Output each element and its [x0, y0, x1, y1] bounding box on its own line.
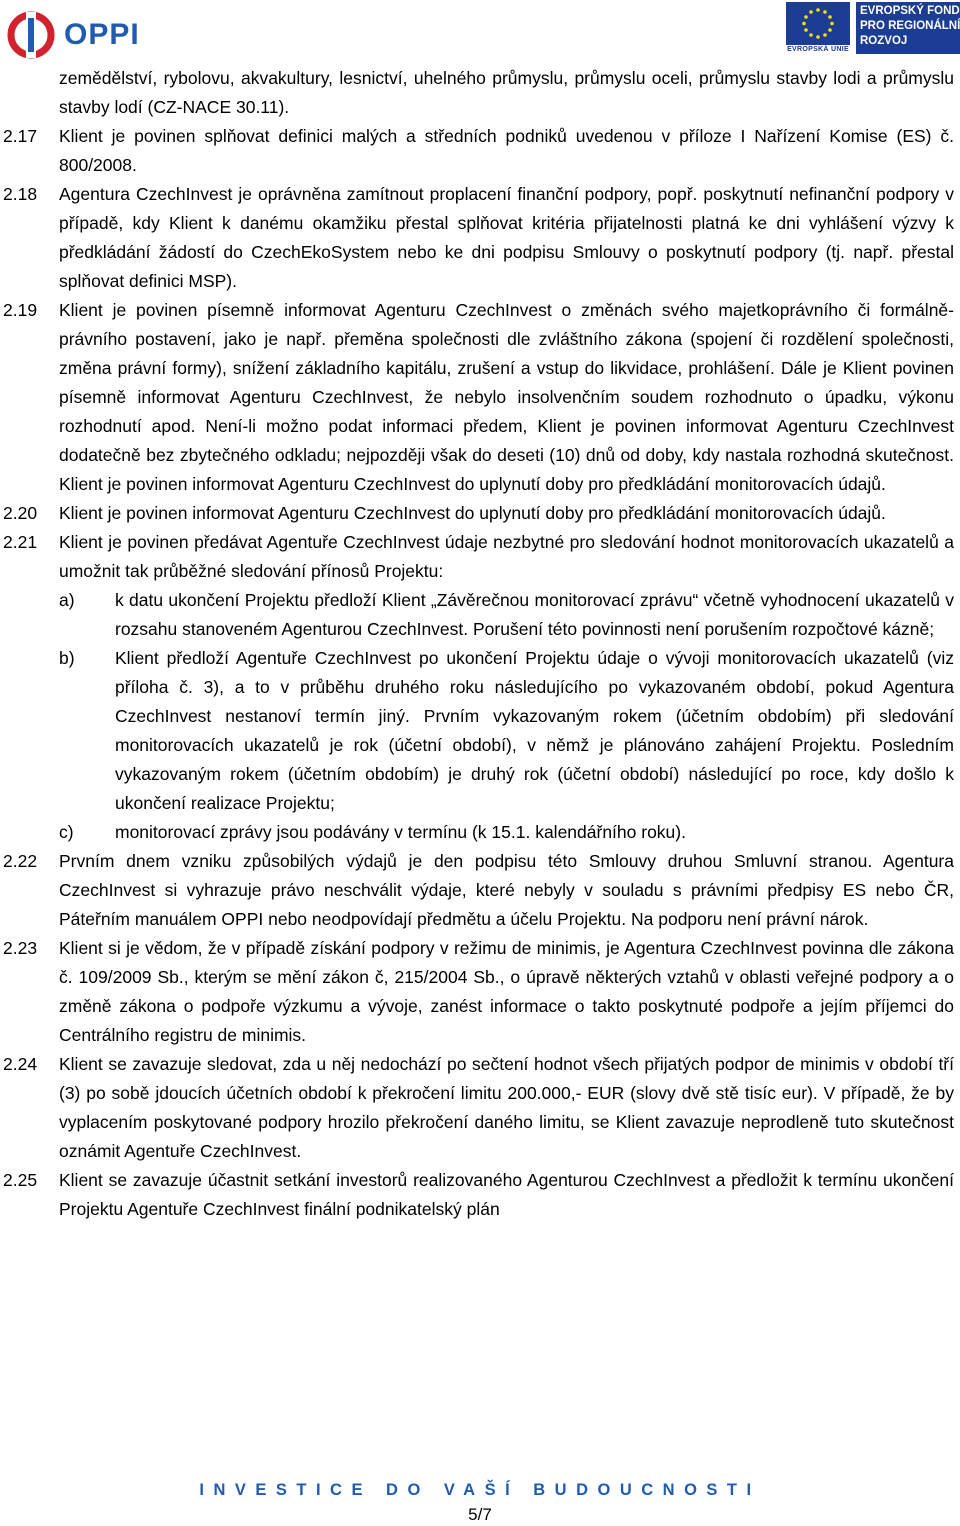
clause-2-24 [0, 1050, 960, 1166]
clause-number: 2.18 [3, 184, 38, 204]
clause-text: Klient se zavazuje sledovat, zda u něj nedochází po sečtení hodnot všech přijatých podpor de minimis v období tří (3) po sobě jdoucích účetních období k překročení limitu 200.000,- EUR (slovy dvě stě tisíc eur). V případě, že by vyplacením poskytované podpory hrozilo překročení daného limitu, se Klient zavazuje neprodleně tuto skutečnost oznámit Agentuře CzechInvest. [59, 1054, 954, 1161]
clause-2-22 [0, 847, 960, 934]
eu-flag-icon [786, 2, 850, 45]
clause-2-19 [0, 296, 960, 499]
subclause-text: k datu ukončení Projektu předloží Klient „Závěrečnou monitorovací zprávu“ včetně vyhodnocení ukazatelů v rozsahu stanoveném Agenturou CzechInvest. Porušení této povinnosti není porušením rozpočtové kázně; [115, 590, 954, 639]
erdf-line: ROZVOJ [860, 35, 908, 47]
eu-erdf-logo [786, 2, 960, 54]
eu-caption: EVROPSKÁ UNIE [787, 46, 849, 53]
document-body [0, 64, 960, 1224]
clause-text: Klient je povinen písemně informovat Agenturu CzechInvest o změnách svého majetkoprávního či formálně-právního postavení, jako je např. přeměna společnosti dle zvláštního zákona (spojení či rozdělení společnosti, změna právní formy), snížení základního kapitálu, zrušení a vstup do likvidace, prohlášení. Dále je Klient povinen písemně informovat Agenturu CzechInvest, že nebylo insolvenčním soudem rozhodnuto o úpadku, výkonu rozhodnutí apod. Není-li možno podat informaci předem, Klient je povinen informovat Agenturu CzechInvest dodatečně bez zbytečného odkladu; nejpozději však do deseti (10) dnů od doby, kdy nastala rozhodná skutečnost. Klient je povinen informovat Agenturu CzechInvest do uplynutí doby pro předkládání monitorovacích údajů. [59, 300, 954, 494]
clause-2-21-b [0, 644, 960, 818]
clause-text: Klient je povinen předávat Agentuře CzechInvest údaje nezbytné pro sledování hodnot monitorovacích ukazatelů a umožnit tak průběžné sledování přínosů Projektu: [59, 532, 954, 581]
clause-2-21-c [0, 818, 960, 847]
subclause-label: a) [59, 590, 75, 610]
clause-number: 2.21 [3, 532, 38, 552]
clause-2-17 [0, 122, 960, 180]
erdf-label [856, 2, 960, 54]
page-number: 5/7 [468, 1505, 492, 1524]
clause-text: Prvním dnem vzniku způsobilých výdajů je den podpisu této Smlouvy druhou Smluvní stranou. Agentura CzechInvest si vyhrazuje právo neschválit výdaje, které nebyly v souladu s právními předpisy ES nebo ČR, Páteřním manuálem OPPI nebo neodpovídají předmětu a účelu Projektu. Na podporu není právní nárok. [59, 851, 954, 929]
clause-number: 2.19 [3, 300, 38, 320]
page-header [0, 0, 960, 64]
erdf-line: PRO REGIONÁLNÍ [860, 20, 960, 32]
clause-2-21 [0, 528, 960, 586]
clause-number: 2.22 [3, 851, 38, 871]
clause-text: Klient si je vědom, že v případě získání podpory v režimu de minimis, je Agentura CzechInvest povinna dle zákona č. 109/2009 Sb., kterým se mění zákon č, 215/2004 Sb., o úpravě některých vztahů v oblasti veřejné podpory a o změně zákona o podpoře výzkumu a vývoje, zanést informace o takto poskytnuté podpoře a jejím příjemci do Centrálního registru de minimis. [59, 938, 954, 1045]
oppi-logo-icon [4, 8, 58, 62]
subclause-label: b) [59, 648, 75, 668]
clause-2-20 [0, 499, 960, 528]
paragraph-text: zemědělství, rybolovu, akvakultury, lesnictví, uhelného průmyslu, průmyslu oceli, průmyslu stavby lodi a průmyslu stavby lodí (CZ-NACE 30.11). [59, 68, 954, 117]
clause-number: 2.24 [3, 1054, 38, 1074]
clause-number: 2.17 [3, 126, 38, 146]
clause-2-25 [0, 1166, 960, 1224]
clause-text: Klient je povinen splňovat definici malých a středních podniků uvedenou v příloze I Nařízení Komise (ES) č. 800/2008. [59, 126, 954, 175]
erdf-line: EVROPSKÝ FOND [860, 5, 960, 17]
oppi-logo [4, 8, 140, 62]
clause-text: Klient se zavazuje účastnit setkání investorů realizovaného Agenturou CzechInvest a předložit k termínu ukončení Projektu Agentuře CzechInvest finální podnikatelský plán [59, 1170, 954, 1219]
continued-paragraph [0, 64, 960, 122]
clause-number: 2.23 [3, 938, 38, 958]
clause-number: 2.20 [3, 503, 38, 523]
clause-number: 2.25 [3, 1170, 38, 1190]
clause-2-23 [0, 934, 960, 1050]
subclause-text: Klient předloží Agentuře CzechInvest po ukončení Projektu údaje o vývoji monitorovacích ukazatelů (viz příloha č. 3), a to v průběhu druhého roku následujícího po vykazovaném období, pokud Agentura CzechInvest nestanoví termín jiný. Prvním vykazovaným rokem (účetním obdobím) při sledování monitorovacích ukazatelů je rok (účetní období), v němž je plánováno zahájení Projektu. Posledním vykazovaným rokem (účetním obdobím) je druhý rok (účetní období) následující po roce, kdy došlo k ukončení realizace Projektu; [115, 648, 954, 813]
footer-slogan: INVESTICE DO VAŠÍ BUDOUCNOSTI [199, 1481, 761, 1499]
clause-2-21-a [0, 586, 960, 644]
clause-text: Klient je povinen informovat Agenturu CzechInvest do uplynutí doby pro předkládání monitorovacích údajů. [59, 503, 886, 523]
subclause-text: monitorovací zprávy jsou podávány v termínu (k 15.1. kalendářního roku). [115, 822, 686, 842]
oppi-logo-text: OPPI [64, 18, 140, 51]
clause-2-18 [0, 180, 960, 296]
subclause-label: c) [59, 822, 74, 842]
clause-text: Agentura CzechInvest je oprávněna zamítnout proplacení finanční podpory, popř. poskytnutí nefinanční podpory v případě, kdy Klient k danému okamžiku přestal splňovat kritéria přijatelnosti platná ke dni vyhlášení výzvy k předkládání žádostí do CzechEkoSystem nebo ke dni podpisu Smlouvy o poskytnutí podpory (tj. např. přestal splňovat definici MSP). [59, 184, 954, 291]
